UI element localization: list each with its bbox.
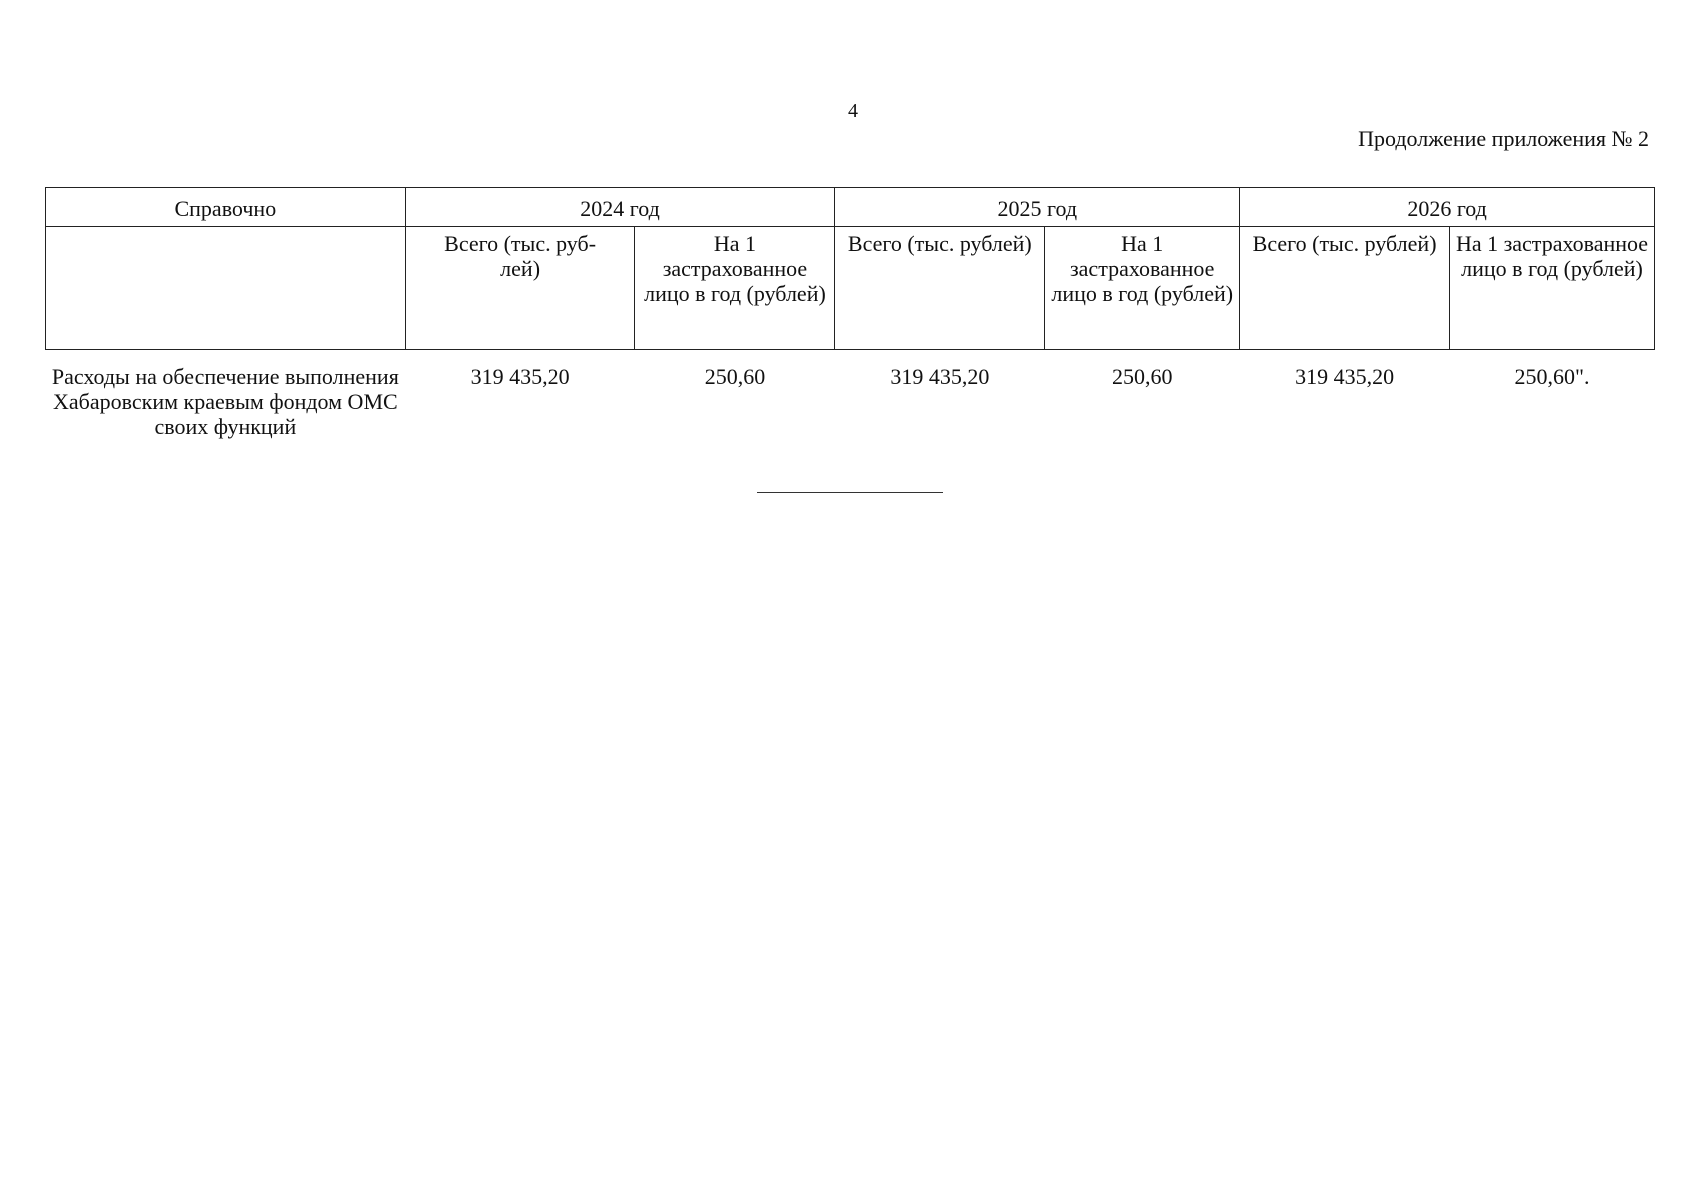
empty-subheader-cell — [46, 227, 406, 350]
year-2026-header: 2026 год — [1240, 188, 1655, 227]
page-number: 4 — [848, 100, 858, 122]
subheader-row — [46, 227, 1655, 350]
end-separator-line — [757, 492, 943, 493]
subheader-per-person-2026: На 1 застрахованное лицо в год (рублей) — [1450, 227, 1655, 350]
value-total-2024: 319 435,20 — [470, 364, 570, 389]
year-2025-header: 2025 год — [835, 188, 1240, 227]
value-per-person-2025: 250,60 — [1111, 364, 1173, 389]
subheader-total-2024: Всего (тыс. руб- лей) — [405, 227, 635, 350]
row-label: Расходы на обеспечение выполнения Хабаровским краевым фондом ОМС своих функций — [51, 364, 399, 439]
value-per-person-2024: 250,60 — [704, 364, 766, 389]
expenses-table — [45, 187, 1655, 445]
value-total-2025: 319 435,20 — [890, 364, 990, 389]
value-per-person-2026: 250,60". — [1514, 364, 1590, 389]
subheader-total-2025: Всего (тыс. рублей) — [835, 227, 1045, 350]
subheader-total-2026: Всего (тыс. рублей) — [1240, 227, 1450, 350]
corner-label: Справочно — [46, 188, 406, 227]
year-header-row — [46, 188, 1655, 227]
subheader-per-person-2025: На 1 застрахованное лицо в год (рублей) — [1045, 227, 1240, 350]
table-row — [46, 350, 1655, 446]
appendix-continuation-note: Продолжение приложения № 2 — [1358, 126, 1649, 151]
value-total-2026: 319 435,20 — [1295, 364, 1395, 389]
year-2024-header: 2024 год — [405, 188, 835, 227]
subheader-per-person-2024: На 1 застрахованное лицо в год (рублей) — [635, 227, 835, 350]
